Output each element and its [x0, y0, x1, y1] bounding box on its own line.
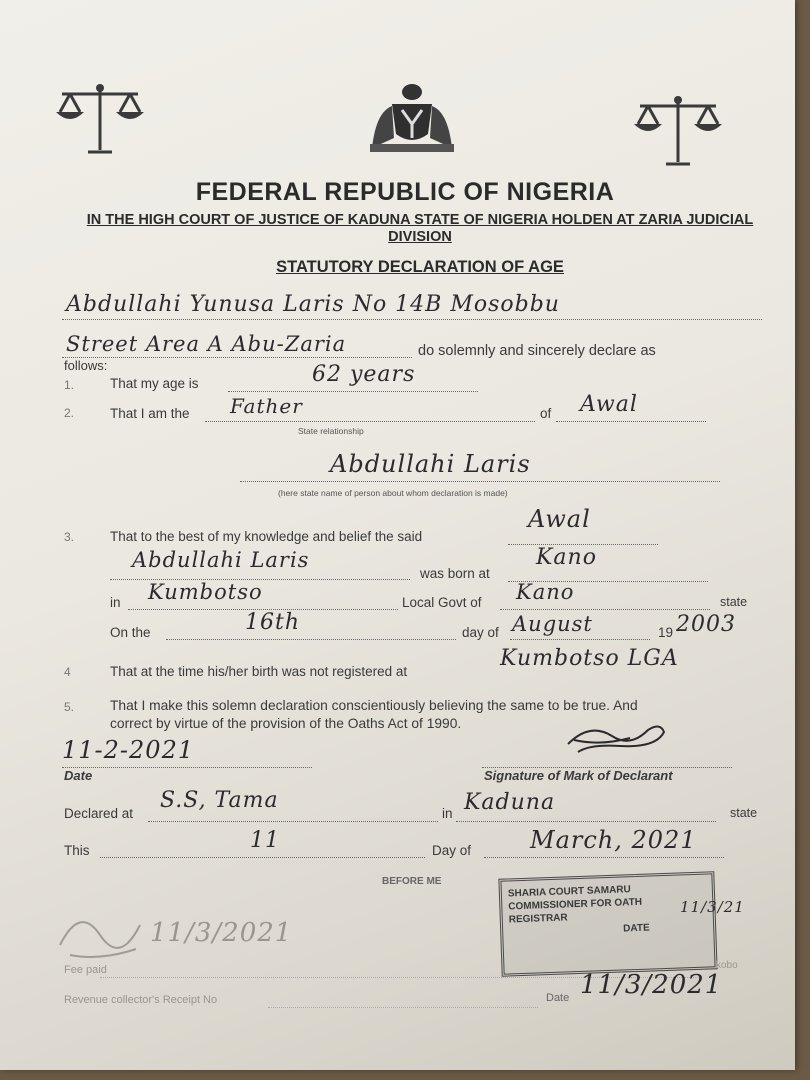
lga-value: Kano: [516, 580, 575, 604]
this-value: 11: [250, 828, 280, 853]
born-name-value: Abdullahi Laris: [132, 548, 310, 572]
before-me-label: BEFORE ME: [382, 876, 442, 887]
stamp-line-3: REGISTRAR: [508, 912, 568, 926]
dotted-line: [62, 356, 412, 358]
age-label: That my age is: [110, 376, 199, 391]
day-of-label: day of: [462, 625, 499, 640]
knowledge-label: That to the best of my knowledge and belief the said: [110, 529, 423, 544]
declared-in-value: Kaduna: [464, 790, 556, 815]
on-the-label: On the: [110, 625, 151, 640]
day-of-label-declared: Day of: [432, 843, 472, 858]
item-number-4: 4: [64, 665, 71, 679]
person-caption: (here state name of person about whom declaration is made): [278, 488, 508, 498]
dotted-line: [456, 820, 716, 822]
item-number-2: 2.: [64, 406, 75, 420]
dotted-line: [62, 318, 762, 320]
document-title: FEDERAL REPUBLIC OF NIGERIA: [195, 178, 615, 206]
state-label: state: [720, 595, 748, 609]
dotted-line: [500, 608, 710, 610]
born-at-value: Kano: [536, 545, 597, 570]
born-at-label: was born at: [420, 566, 490, 581]
kobo-label: kobo: [716, 960, 738, 971]
in-value: Kumbotso: [148, 580, 263, 604]
registered-value: Kumbotso LGA: [500, 646, 679, 671]
person-name-value: Abdullahi Laris: [330, 450, 531, 478]
scales-of-justice-right-icon: [628, 92, 728, 172]
solemn-declare-text: do solemnly and sincerely declare as: [418, 343, 656, 359]
declarant-signature-icon: [560, 718, 670, 758]
dotted-line: [205, 420, 535, 422]
relation-value: Father: [230, 394, 303, 418]
dotted-line: [556, 420, 706, 422]
declared-in-label: in: [442, 806, 453, 821]
coat-of-arms-icon: [362, 78, 462, 158]
registered-label: That at the time his/her birth was not registered at: [110, 664, 408, 679]
day-value: 16th: [245, 610, 301, 635]
declarant-name-address: Abdullahi Yunusa Laris No 14B Mosobbu: [66, 292, 560, 317]
dotted-line: [484, 856, 724, 858]
follows-text: follows:: [64, 358, 108, 373]
of-value: Awal: [580, 392, 638, 417]
age-value: 62 years: [312, 362, 416, 387]
declarant-address: Street Area A Abu-Zaria: [66, 332, 347, 356]
stamp-line-4: DATE: [622, 922, 650, 935]
dotted-line: [268, 1006, 538, 1008]
stamp-date: 11/3/21: [680, 898, 745, 916]
month-value: August: [512, 612, 593, 636]
declaration-text-line-1: That I make this solemn declaration conscientiously believing the same to be true. And: [110, 698, 638, 713]
lga-label: Local Govt of: [402, 595, 482, 610]
stamp-line-1: SHARIA COURT SAMARU: [507, 884, 631, 900]
date-label: Date: [64, 768, 93, 783]
footer-date-value: 11/3/2021: [580, 970, 723, 1000]
receipt-label: Revenue collector's Receipt No: [64, 994, 218, 1006]
dotted-line: [228, 390, 478, 392]
declared-at-label: Declared at: [64, 806, 134, 821]
dotted-line: [148, 820, 438, 822]
in-label: in: [110, 595, 121, 610]
declaration-date-value: 11-2-2021: [62, 736, 195, 764]
commissioner-stamp: [498, 871, 717, 976]
dotted-line: [62, 766, 312, 768]
fee-paid-label: Fee paid: [64, 964, 107, 976]
of-label: of: [540, 406, 552, 421]
item-number-1: 1.: [64, 378, 75, 392]
year-prefix: 19: [658, 625, 674, 640]
day-of-value-declared: March, 2021: [530, 826, 697, 854]
signature-label: Signature of Mark of Declarant: [484, 768, 673, 783]
item-number-3: 3.: [64, 530, 75, 544]
dotted-line: [510, 638, 650, 640]
dotted-line: [166, 638, 456, 640]
item-number-5: 5.: [64, 700, 75, 714]
footer-date-label: Date: [546, 992, 570, 1004]
stamp-line-2: COMMISSIONER FOR OATH: [508, 896, 643, 913]
scales-of-justice-left-icon: [50, 80, 150, 160]
this-label: This: [64, 843, 90, 858]
year-value: 2003: [676, 612, 736, 637]
dotted-line: [240, 480, 720, 482]
relation-caption: State relationship: [298, 426, 364, 436]
dotted-line: [100, 856, 425, 858]
court-name: IN THE HIGH COURT OF JUSTICE OF KADUNA STATE OF NIGERIA HOLDEN AT ZARIA JUDICIAL DIVISION: [86, 212, 754, 245]
knowledge-value: Awal: [528, 505, 591, 533]
declaration-heading: STATUTORY DECLARATION OF AGE: [276, 258, 564, 276]
relation-label: That I am the: [110, 406, 190, 421]
fee-note: 11/3/2021: [150, 918, 293, 948]
declaration-text-line-2: correct by virtue of the provision of the Oaths Act of 1990.: [110, 716, 462, 731]
declared-state-label: state: [730, 806, 758, 820]
declared-at-value: S.S, Tama: [160, 788, 279, 813]
